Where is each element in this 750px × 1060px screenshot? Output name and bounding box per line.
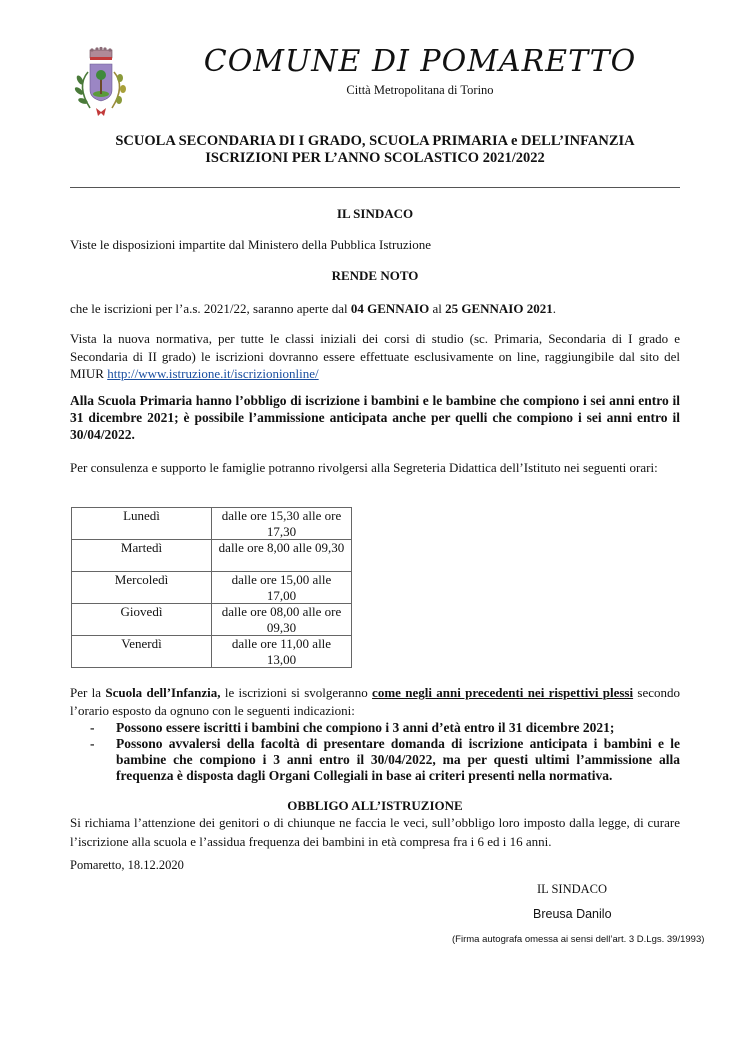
infanzia-underlined: come negli anni precedenti nei rispettivi plessi [372, 685, 634, 700]
obbligo-paragraph: Si richiama l’attenzione dei genitori o di chiunque ne faccia le veci, sull’obbligo loro imposto dalla legge, di curare l’iscrizione alla scuola e l’assidua frequenza dei bambini in età compresa fra i 6 ed i 16 anni. [70, 815, 680, 849]
table-row [72, 508, 352, 540]
miur-link[interactable]: http://www.istruzione.it/iscrizionionline/ [107, 366, 319, 381]
rende-noto-heading: RENDE NOTO [331, 268, 419, 283]
infanzia-bold: Scuola dell’Infanzia, [105, 685, 221, 700]
date-start: 04 GENNAIO [350, 301, 430, 316]
heading-line-2: ISCRIZIONI PER L’ANNO SCOLASTICO 2021/2022 [205, 150, 545, 166]
time-cell: dalle ore 8,00 alle 09,30 [212, 540, 352, 572]
normativa-text: Vista la nuova normativa, per tutte le classi iniziali dei corsi di studio (sc. Primaria, Secondaria di I grado e Secondaria di II grado) le iscrizioni dovranno essere effettuate esclusivamente on line, raggiungibile dal sito del MIUR [70, 331, 680, 381]
primaria-paragraph: Alla Scuola Primaria hanno l’obbligo di iscrizione i bambini e le bambine che compiono i sei anni entro il 31 dicembre 2021; è possibile l’ammissione anticipata anche per quelli che compiono i sei anni entro il 30/04/2022. [70, 393, 680, 442]
heading-line-1: SCUOLA SECONDARIA DI I GRADO, SCUOLA PRIMARIA e DELL’INFANZIA [115, 133, 635, 149]
sindaco-heading: IL SINDACO [336, 206, 414, 221]
infanzia-suffix: secondo l’orario esposto da ognuno con le seguenti indicazioni: [70, 685, 681, 718]
time-cell: dalle ore 15,30 alle ore 17,30 [212, 508, 352, 540]
list-item-text: Possono essere iscritti i bambini che compiono i 3 anni d’età entro il 31 dicembre 2021; [116, 720, 615, 735]
municipality-subtitle: Città Metropolitana di Torino [346, 83, 494, 97]
normativa-paragraph [70, 330, 680, 383]
dates-paragraph [70, 300, 680, 318]
list-item-text: Possono avvalersi della facoltà di presentare domanda di iscrizione anticipata i bambini e le bambine che compiono i 3 anni entro il 30/04/2022, ma per questi ultimi l’ammissione alla frequenza è disposta dagli Organi Collegiali in base ai criteri presenti nella normativa. [116, 736, 680, 783]
hours-table [71, 507, 352, 668]
infanzia-paragraph [70, 684, 680, 719]
signature-note: (Firma autografa omessa ai sensi dell’art. 3 D.Lgs. 39/1993) [452, 934, 705, 945]
date-end: 25 GENNAIO 2021 [445, 301, 553, 316]
list-item [90, 736, 680, 784]
obbligo-heading: OBBLIGO ALL’ISTRUZIONE [287, 798, 463, 813]
infanzia-mid: le iscrizioni si svolgeranno [220, 685, 373, 700]
dates-suffix: . [552, 301, 556, 316]
infanzia-prefix: Per la [70, 685, 106, 700]
list-item [90, 720, 680, 736]
dates-mid: al [429, 301, 446, 316]
signature-title: IL SINDACO [537, 882, 608, 896]
consulenza-paragraph: Per consulenza e supporto le famiglie potranno rivolgersi alla Segreteria Didattica dell’Istituto nei seguenti orari: [70, 460, 658, 475]
bullet-dash-icon: - [90, 736, 95, 751]
time-cell: dalle ore 08,00 alle ore 09,30 [212, 604, 352, 636]
day-cell: Mercoledì [72, 572, 212, 604]
signature-name: Breusa Danilo [533, 907, 612, 921]
day-cell: Venerdì [72, 636, 212, 668]
time-cell: dalle ore 11,00 alle 13,00 [212, 636, 352, 668]
infanzia-list [90, 720, 680, 784]
document-heading [70, 133, 680, 167]
day-cell: Lunedì [72, 508, 212, 540]
day-cell: Martedì [72, 540, 212, 572]
viste-paragraph: Viste le disposizioni impartite dal Ministero della Pubblica Istruzione [70, 237, 431, 252]
bullet-dash-icon: - [90, 720, 95, 735]
place-date: Pomaretto, 18.12.2020 [70, 858, 184, 872]
day-cell: Giovedì [72, 604, 212, 636]
municipality-title: COMUNE DI POMARETTO [203, 44, 637, 79]
table-row [72, 636, 352, 668]
table-row [72, 604, 352, 636]
horizontal-divider [70, 187, 680, 188]
table-row [72, 572, 352, 604]
time-cell: dalle ore 15,00 alle 17,00 [212, 572, 352, 604]
dates-prefix: che le iscrizioni per l’a.s. 2021/22, saranno aperte dal [70, 301, 351, 316]
table-row [72, 540, 352, 572]
